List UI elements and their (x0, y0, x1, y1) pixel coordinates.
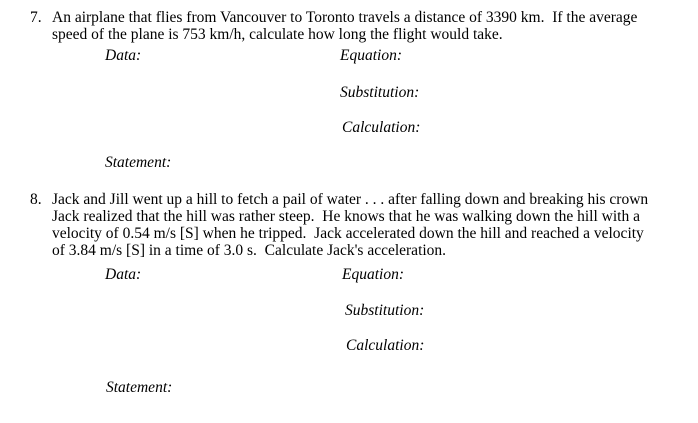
data-label: Data: (105, 266, 142, 283)
problem-number: 8. (30, 191, 42, 208)
calculation-label: Calculation: (346, 337, 425, 354)
data-label: Data: (105, 47, 142, 64)
problem-text-line: velocity of 0.54 m/s [S] when he tripped. Jack accelerated down the hill and reached a velocity (52, 225, 644, 242)
statement-label: Statement: (106, 379, 173, 396)
substitution-label: Substitution: (340, 84, 420, 101)
calculation-label: Calculation: (342, 119, 421, 136)
equation-label: Equation: (340, 47, 402, 64)
problem-text-line: Jack realized that the hill was rather steep. He knows that he was walking down the hill with a (52, 208, 640, 225)
equation-label: Equation: (342, 266, 404, 283)
problem-text-line: of 3.84 m/s [S] in a time of 3.0 s. Calculate Jack's acceleration. (52, 242, 447, 259)
problem-number: 7. (30, 9, 42, 26)
problem-text-line: An airplane that flies from Vancouver to Toronto travels a distance of 3390 km. If the average (52, 9, 638, 26)
problem-text-line: speed of the plane is 753 km/h, calculate how long the flight would take. (52, 26, 503, 43)
substitution-label: Substitution: (345, 302, 425, 319)
problem-text-line: Jack and Jill went up a hill to fetch a pail of water . . . after falling down and breaking his crown (52, 191, 649, 208)
statement-label: Statement: (105, 154, 172, 171)
